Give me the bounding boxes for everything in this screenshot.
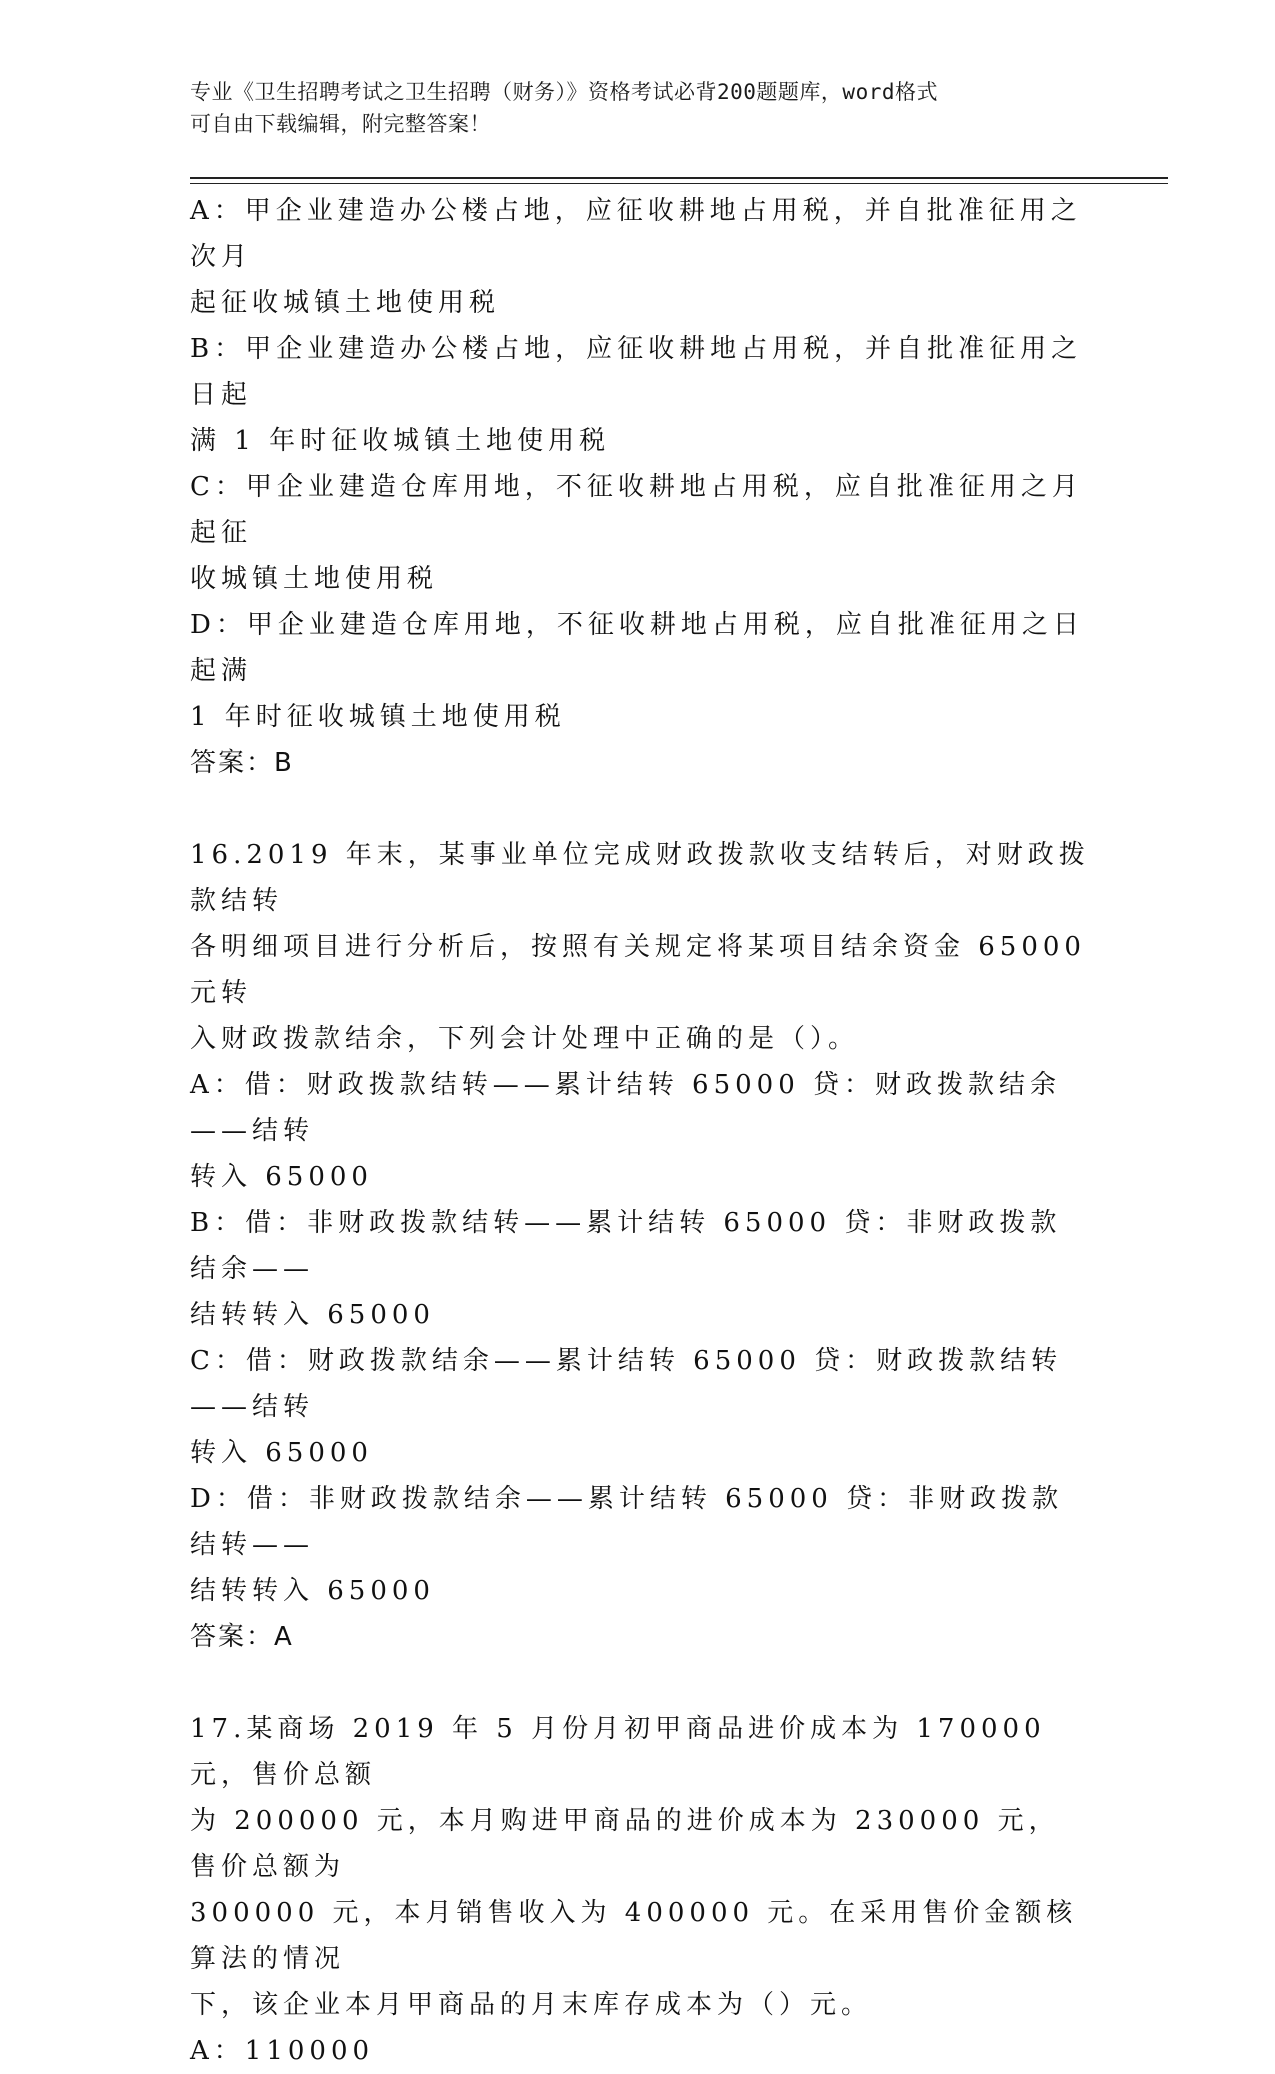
q16-option-b-line-2: 结转转入 65000 bbox=[190, 1300, 435, 1330]
q16-answer: 答案：A bbox=[190, 1622, 294, 1652]
header-title-line-1: 专业《卫生招聘考试之卫生招聘（财务）》资格考试必背200题题库，word格式 bbox=[190, 80, 938, 104]
q15-option-c-line-1: C：甲企业建造仓库用地，不征收耕地占用税，应自批准征用之月起征 bbox=[190, 472, 1083, 548]
q15-option-a-line-1: A：甲企业建造办公楼占地，应征收耕地占用税，并自批准征用之次月 bbox=[190, 196, 1082, 272]
q16-option-d-line-2: 结转转入 65000 bbox=[190, 1576, 435, 1606]
q15-option-d-line-2: 1 年时征收城镇土地使用税 bbox=[190, 702, 566, 732]
document-body bbox=[190, 188, 1090, 2074]
q15-option-b-line-2: 满 1 年时征收城镇土地使用税 bbox=[190, 426, 611, 456]
spacer bbox=[190, 1660, 1090, 1706]
q17-stem-line-3: 300000 元，本月销售收入为 400000 元。在采用售价金额核算法的情况 bbox=[190, 1898, 1078, 1974]
q16-option-c-line-2: 转入 65000 bbox=[190, 1438, 373, 1468]
q15-option-c-line-2: 收城镇土地使用税 bbox=[190, 564, 439, 594]
header-divider-thin bbox=[190, 183, 1168, 184]
q16-option-d-line-1: D：借：非财政拨款结余——累计结转 65000 贷：非财政拨款结转—— bbox=[190, 1484, 1064, 1560]
q16-option-c-line-1: C：借：财政拨款结余——累计结转 65000 贷：财政拨款结转——结转 bbox=[190, 1346, 1063, 1422]
q16-option-b-line-1: B：借：非财政拨款结转——累计结转 65000 贷：非财政拨款结余—— bbox=[190, 1208, 1062, 1284]
q17-stem-line-4: 下，该企业本月甲商品的月末库存成本为（）元。 bbox=[190, 1990, 873, 2020]
q17-option-a: A：110000 bbox=[190, 2036, 375, 2066]
document-header bbox=[190, 76, 1080, 140]
question-15-options bbox=[190, 188, 1090, 786]
q16-option-a-line-2: 转入 65000 bbox=[190, 1162, 373, 1192]
q15-option-a-line-2: 起征收城镇土地使用税 bbox=[190, 288, 501, 318]
q16-stem-line-1: 16.2019 年末，某事业单位完成财政拨款收支结转后，对财政拨款结转 bbox=[190, 840, 1090, 916]
question-16 bbox=[190, 832, 1090, 1660]
q15-option-b-line-1: B：甲企业建造办公楼占地，应征收耕地占用税，并自批准征用之日起 bbox=[190, 334, 1083, 410]
q17-stem-line-2: 为 200000 元，本月购进甲商品的进价成本为 230000 元，售价总额为 bbox=[190, 1806, 1060, 1882]
q16-stem-line-3: 入财政拨款结余，下列会计处理中正确的是（）。 bbox=[190, 1024, 860, 1054]
q16-option-a-line-1: A：借：财政拨款结转——累计结转 65000 贷：财政拨款结余——结转 bbox=[190, 1070, 1062, 1146]
q17-stem-line-1: 17.某商场 2019 年 5 月份月初甲商品进价成本为 170000 元，售价总额 bbox=[190, 1714, 1046, 1790]
q15-option-d-line-1: D：甲企业建造仓库用地，不征收耕地占用税，应自批准征用之日起满 bbox=[190, 610, 1084, 686]
header-divider-thick bbox=[190, 177, 1168, 179]
header-title-line-2: 可自由下载编辑，附完整答案！ bbox=[190, 112, 491, 136]
spacer bbox=[190, 786, 1090, 832]
q16-stem-line-2: 各明细项目进行分析后，按照有关规定将某项目结余资金 65000 元转 bbox=[190, 932, 1086, 1008]
question-17 bbox=[190, 1706, 1090, 2074]
q15-answer: 答案：B bbox=[190, 748, 294, 778]
